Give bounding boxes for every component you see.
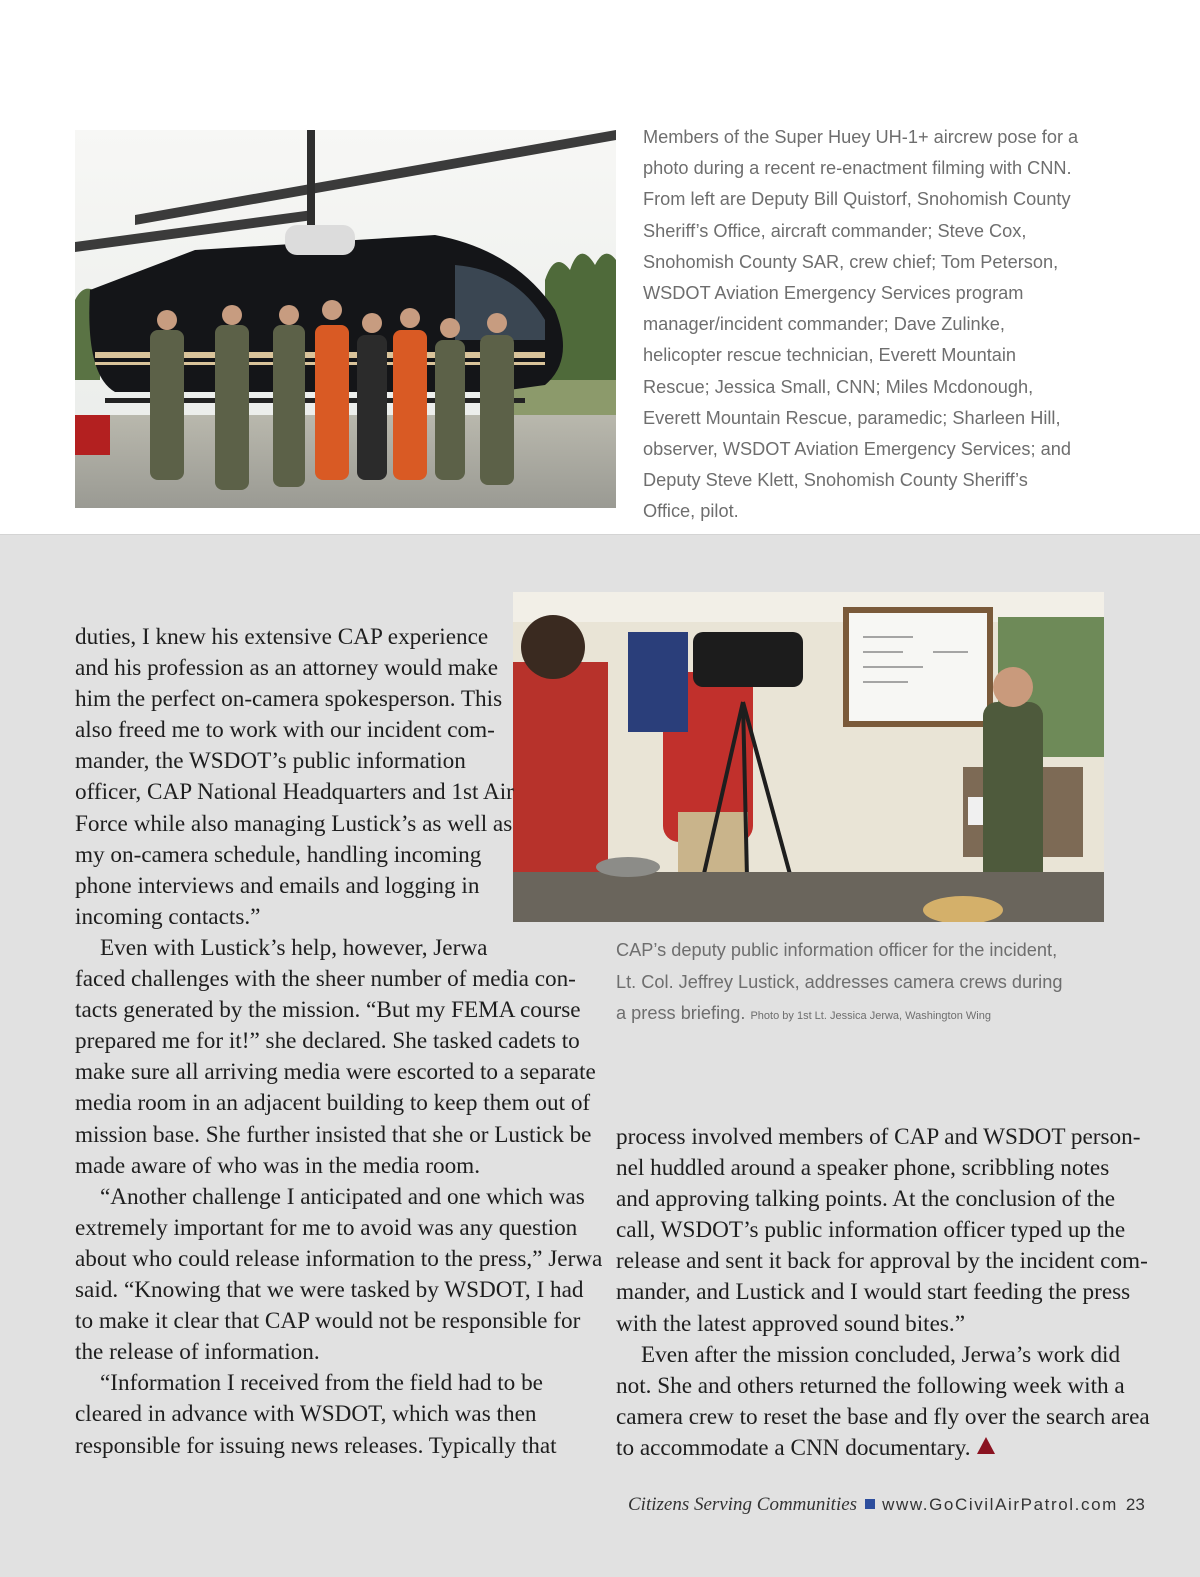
article-left-column [75,933,602,1462]
press-caption-text: CAP’s deputy public information officer for the incident, Lt. Col. Jeffrey Lustick, addresses camera crews during a press briefing. [616,940,1063,1023]
text-line: him the perfect on-camera spokesperson. This [75,686,503,713]
text-line: responsible for issuing news releases. Typically that [75,1432,557,1459]
text-line: “Information I received from the field had to be [100,1370,543,1397]
page-footer [628,1494,1145,1516]
text-line-last [616,1433,1150,1464]
text-line: my on-camera schedule, handling incoming [75,841,482,868]
text-line: prepared me for it!” she declared. She tasked cadets to [75,1028,580,1055]
text-line: Even with Lustick’s help, however, Jerwa [100,935,488,961]
final-line-text: to accommodate a CNN documentary. [616,1434,971,1461]
text-line: release and sent it back for approval by the incident com- [616,1248,1148,1275]
text-line: process involved members of CAP and WSDOT person- [616,1124,1141,1150]
text-line: Force while also managing Lustick’s as well as [75,810,513,837]
text-line: faced challenges with the sheer number of media con- [75,966,576,993]
text-line: mander, the WSDOT’s public information [75,748,466,775]
text-line: incoming contacts.” [75,903,261,930]
article-left-column-top [75,622,514,933]
text-line: Even after the mission concluded, Jerwa’s work did [641,1341,1121,1368]
helicopter-photo-caption: Members of the Super Huey UH-1+ aircrew pose for a photo during a recent re-enactment filming with CNN. From left are Deputy Bill Quistorf, Snohomish County Sheriff’s Office, aircraft commander; Steve Cox, Snohomish County SAR, crew chief; Tom Peterson, WSDOT Aviation Emergency Services program manager/incident commander; Dave Zulinke, helicopter rescue technician, Everett Mountain Rescue; Jessica Small, CNN; Miles Mcdonough, Everett Mountain Rescue, paramedic; Sharleen Hill, observer, WSDOT Aviation Emergency Services; and Deputy Steve Klett, Snohomish County Sheriff’s Office, pilot. [643,127,1079,522]
text-line: to make it clear that CAP would not be responsible for [75,1308,581,1335]
helicopter-crew-photo [75,130,616,508]
text-line: and his profession as an attorney would make [75,655,499,682]
text-line: camera crew to reset the base and fly over the search area [616,1403,1150,1430]
text-line: media room in an adjacent building to keep them out of [75,1090,591,1117]
text-line: call, WSDOT’s public information officer typed up the [616,1217,1126,1244]
footer-url: www.GoCivilAirPatrol.com [882,1495,1118,1514]
text-line: not. She and others returned the following week with a [616,1372,1125,1399]
square-bullet-icon [865,1499,875,1509]
text-line: the release of information. [75,1339,320,1366]
text-line: made aware of who was in the media room. [75,1152,481,1179]
text-line: with the latest approved sound bites.” [616,1310,966,1337]
press-photo-caption [616,935,1076,1033]
text-line: about who could release information to the press,” Jerwa [75,1245,603,1272]
text-line: also freed me to work with our incident com- [75,717,495,744]
press-briefing-photo [513,592,1104,922]
text-line: duties, I knew his extensive CAP experience [75,624,489,650]
end-of-article-triangle-icon [977,1437,995,1454]
text-line: phone interviews and emails and logging in [75,872,480,899]
text-line: mander, and Lustick and I would start feeding the press [616,1279,1131,1306]
text-line: tacts generated by the mission. “But my FEMA course [75,997,581,1024]
footer-tagline: Citizens Serving Communities [628,1494,858,1515]
text-line: make sure all arriving media were escorted to a separate [75,1059,596,1086]
text-line: said. “Knowing that we were tasked by WSDOT, I had [75,1277,584,1304]
text-line: nel huddled around a speaker phone, scribbling notes [616,1155,1110,1182]
text-line: officer, CAP National Headquarters and 1st Air [75,779,514,806]
text-line: mission base. She further insisted that she or Lustick be [75,1121,592,1148]
text-line: cleared in advance with WSDOT, which was then [75,1401,537,1428]
text-line: extremely important for me to avoid was any question [75,1214,578,1241]
text-line: “Another challenge I anticipated and one which was [100,1183,585,1210]
page-number: 23 [1125,1495,1145,1514]
article-right-column [616,1122,1150,1464]
text-line: and approving talking points. At the conclusion of the [616,1186,1116,1213]
photo-credit: Photo by 1st Lt. Jessica Jerwa, Washington Wing [750,1010,991,1022]
